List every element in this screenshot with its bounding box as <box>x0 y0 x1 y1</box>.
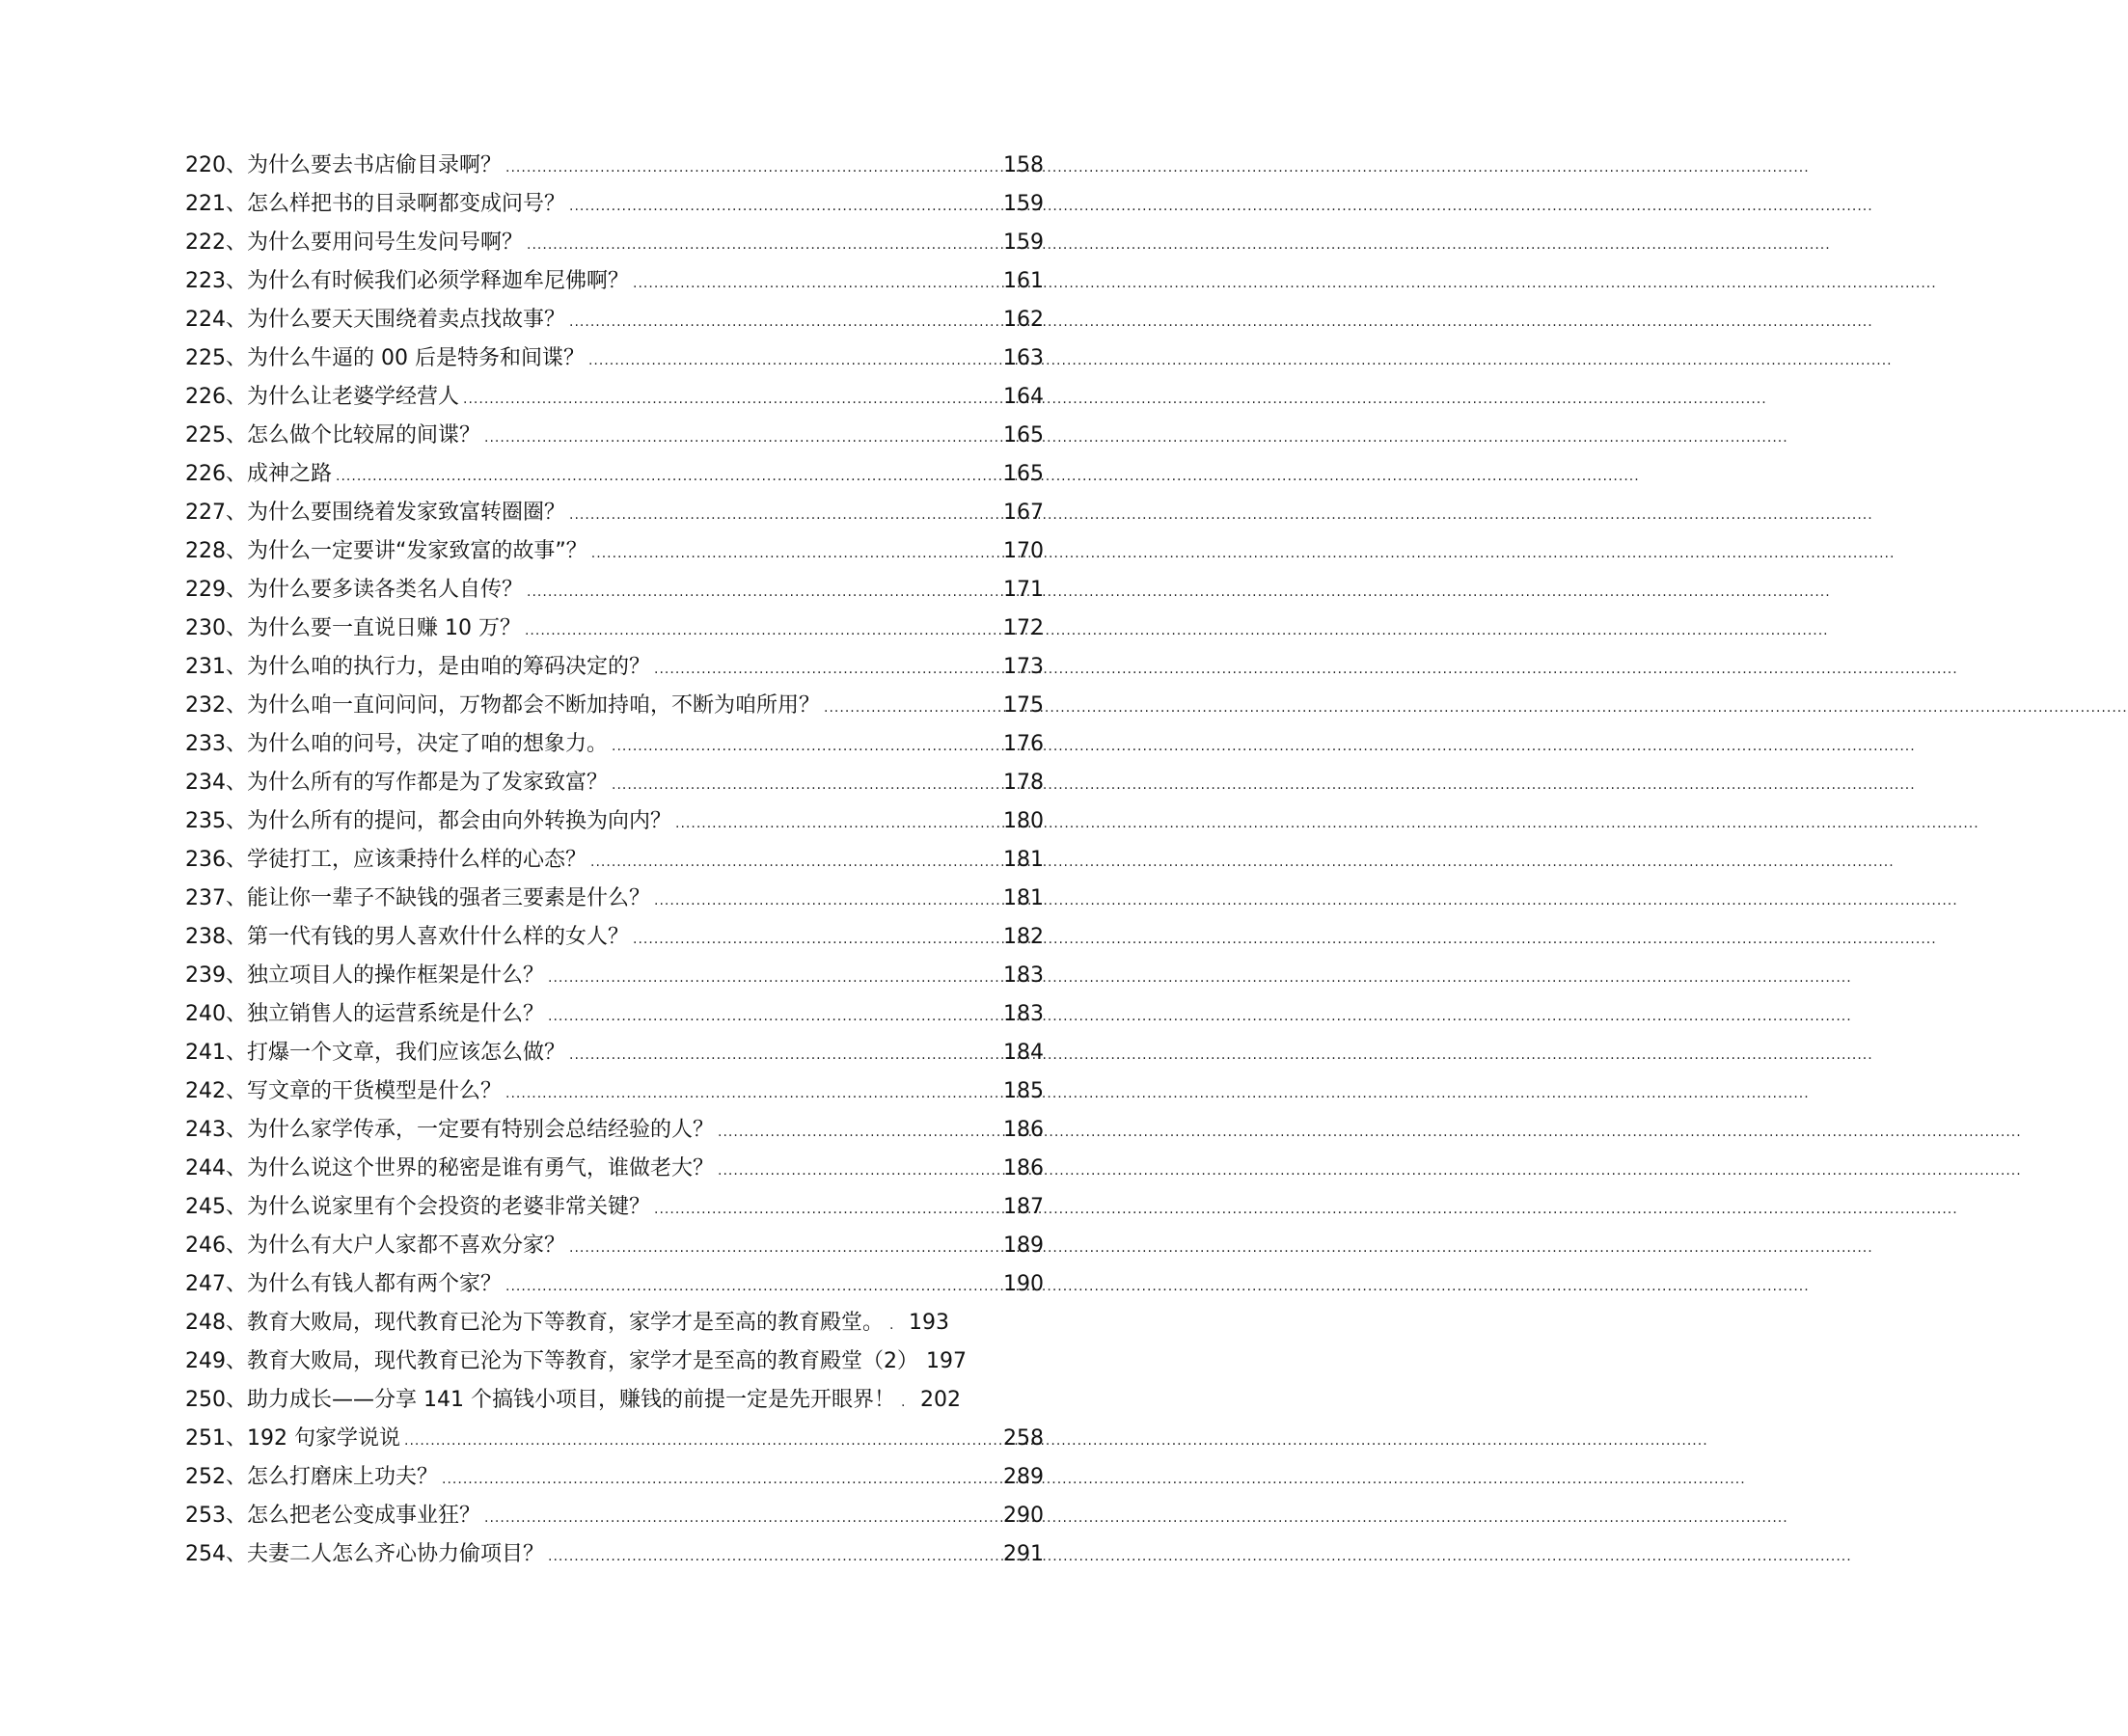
entry-title: 教育大败局，现代教育已沦为下等教育，家学才是至高的教育殿堂。 <box>247 1311 885 1335</box>
toc-entry[interactable] <box>185 262 1044 301</box>
dot-leader <box>654 650 999 689</box>
entry-title: 为什么咱一直问问问，万物都会不断加持咱，不断为咱所用？ <box>247 693 821 718</box>
entry-number: 225、 <box>185 423 247 448</box>
page-number: 172 <box>1003 616 1044 640</box>
entry-number: 253、 <box>185 1504 247 1528</box>
dot-leader <box>569 1036 999 1074</box>
page-number: 171 <box>1003 578 1044 602</box>
page-number: 183 <box>1003 963 1044 988</box>
toc-entry[interactable] <box>185 185 1044 224</box>
entry-number: 227、 <box>185 501 247 525</box>
toc-entry[interactable] <box>185 1227 1044 1265</box>
page-number: 185 <box>1003 1079 1044 1103</box>
entry-number: 252、 <box>185 1465 247 1489</box>
page-number: 175 <box>1003 693 1044 718</box>
page-number: 159 <box>1003 231 1044 255</box>
dot-leader <box>548 959 999 997</box>
page-number: 165 <box>1003 423 1044 448</box>
entry-title: 写文章的干货模型是什么？ <box>247 1079 503 1103</box>
dot-leader <box>505 149 999 187</box>
entry-number: 230、 <box>185 616 247 640</box>
page-number: 178 <box>1003 771 1044 795</box>
entry-title: 为什么咱的执行力，是由咱的筹码决定的？ <box>247 655 651 679</box>
entry-number: 221、 <box>185 192 247 216</box>
entry-title: 怎么打磨床上功夫？ <box>247 1465 439 1489</box>
entry-title: 为什么说家里有个会投资的老婆非常关键？ <box>247 1195 651 1219</box>
page-number: 290 <box>1003 1504 1044 1528</box>
page-number: 186 <box>1003 1118 1044 1142</box>
entry-title: 为什么要多读各类名人自传？ <box>247 578 524 602</box>
toc-entry[interactable] <box>185 1535 1044 1574</box>
toc-entry[interactable] <box>185 1034 1044 1072</box>
entry-title: 夫妻二人怎么齐心协力偷项目？ <box>247 1542 545 1566</box>
entry-title: 为什么有钱人都有两个家？ <box>247 1272 503 1296</box>
dot-leader <box>525 611 999 650</box>
page-number: 190 <box>1003 1272 1044 1296</box>
entry-number: 225、 <box>185 346 247 370</box>
entry-title: 能让你一辈子不缺钱的强者三要素是什么？ <box>247 886 651 910</box>
page-number: 165 <box>1003 462 1044 486</box>
entry-title: 助力成长——分享 141 个搞钱小项目，赚钱的前提一定是先开眼界！ <box>247 1388 895 1412</box>
entry-title: 为什么有大户人家都不喜欢分家？ <box>247 1234 566 1258</box>
entry-title: 为什么要用问号生发问号啊？ <box>247 231 524 255</box>
page-number: 180 <box>1003 809 1044 833</box>
dot-leader <box>505 1074 999 1113</box>
entry-title: 学徒打工，应该秉持什么样的心态？ <box>247 848 587 872</box>
page-number: 291 <box>1003 1542 1044 1566</box>
entry-title: 为什么要天天围绕着卖点找故事？ <box>247 308 566 332</box>
dot-leader <box>591 534 999 573</box>
entry-title: 为什么咱的问号，决定了咱的想象力。 <box>247 732 609 756</box>
entry-number: 228、 <box>185 539 247 563</box>
dot-leader <box>527 573 999 611</box>
toc-entry[interactable] <box>185 1304 1044 1343</box>
entry-number: 220、 <box>185 153 247 177</box>
entry-number: 229、 <box>185 578 247 602</box>
dot-leader <box>569 496 999 534</box>
entry-title: 怎么样把书的目录啊都变成问号？ <box>247 192 566 216</box>
dot-leader <box>633 920 999 959</box>
entry-number: 239、 <box>185 963 247 988</box>
entry-number: 249、 <box>185 1349 247 1373</box>
page-number: 289 <box>1003 1465 1044 1489</box>
toc-entry[interactable] <box>185 532 1044 571</box>
entry-title: 为什么所有的写作都是为了发家致富？ <box>247 771 609 795</box>
page-number: 189 <box>1003 1234 1044 1258</box>
entry-number: 243、 <box>185 1118 247 1142</box>
dot-leader <box>901 1383 918 1422</box>
entry-title: 为什么要一直说日赚 10 万？ <box>247 616 521 640</box>
entry-title: 为什么有时候我们必须学释迦牟尼佛啊？ <box>247 269 630 293</box>
toc-entry[interactable] <box>185 494 1044 532</box>
entry-title: 教育大败局，现代教育已沦为下等教育，家学才是至高的教育殿堂（2） <box>247 1349 918 1373</box>
page-number: 162 <box>1003 308 1044 332</box>
toc-entry[interactable] <box>185 1420 1044 1458</box>
entry-title: 为什么家学传承，一定要有特别会总结经验的人？ <box>247 1118 715 1142</box>
dot-leader <box>404 1422 999 1460</box>
dot-leader <box>654 1190 999 1229</box>
entry-title: 为什么所有的提问，都会由向外转换为向内？ <box>247 809 672 833</box>
entry-title: 第一代有钱的男人喜欢什什么样的女人？ <box>247 925 630 949</box>
entry-title: 为什么要去书店偷目录啊？ <box>247 153 503 177</box>
page-number: 202 <box>919 1388 961 1412</box>
page-number: 158 <box>1003 153 1044 177</box>
dot-leader <box>505 1267 999 1306</box>
dot-leader <box>336 457 999 496</box>
toc-entry[interactable] <box>185 339 1044 378</box>
entry-number: 226、 <box>185 385 247 409</box>
dot-leader <box>633 264 999 303</box>
dot-leader <box>527 226 999 264</box>
entry-number: 251、 <box>185 1426 247 1451</box>
page-number: 184 <box>1003 1041 1044 1065</box>
page-number: 176 <box>1003 732 1044 756</box>
toc-entry[interactable] <box>185 417 1044 455</box>
entry-number: 238、 <box>185 925 247 949</box>
page-number: 258 <box>1003 1426 1044 1451</box>
page-number: 170 <box>1003 539 1044 563</box>
entry-number: 232、 <box>185 693 247 718</box>
page-number: 163 <box>1003 346 1044 370</box>
entry-title: 192 句家学说说 <box>247 1426 400 1451</box>
toc-entry[interactable] <box>185 378 1044 417</box>
dot-leader <box>569 303 999 341</box>
dot-leader <box>590 843 999 882</box>
page-number: 173 <box>1003 655 1044 679</box>
dot-leader <box>548 1537 999 1576</box>
toc-entry[interactable] <box>185 1265 1044 1304</box>
table-of-contents <box>185 147 1044 1574</box>
entry-number: 237、 <box>185 886 247 910</box>
entry-title: 怎么把老公变成事业狂？ <box>247 1504 481 1528</box>
entry-title: 怎么做个比较屌的间谍？ <box>247 423 481 448</box>
entry-number: 226、 <box>185 462 247 486</box>
page-number: 193 <box>909 1311 950 1335</box>
entry-title: 独立项目人的操作框架是什么？ <box>247 963 545 988</box>
dot-leader <box>675 804 999 843</box>
dot-leader <box>654 882 999 920</box>
entry-title: 为什么牛逼的 00 后是特务和间谍？ <box>247 346 585 370</box>
dot-leader <box>548 997 999 1036</box>
toc-entry[interactable] <box>185 455 1044 494</box>
dot-leader <box>612 727 999 766</box>
toc-entry[interactable] <box>185 1343 1044 1381</box>
entry-number: 244、 <box>185 1156 247 1180</box>
dot-leader <box>484 419 999 457</box>
dot-leader <box>612 766 999 804</box>
entry-number: 222、 <box>185 231 247 255</box>
dot-leader <box>718 1152 999 1190</box>
toc-entry[interactable] <box>185 1497 1044 1535</box>
entry-number: 250、 <box>185 1388 247 1412</box>
entry-number: 241、 <box>185 1041 247 1065</box>
dot-leader <box>824 689 999 727</box>
page-number: 161 <box>1003 269 1044 293</box>
toc-entry[interactable] <box>185 1111 1044 1150</box>
entry-number: 223、 <box>185 269 247 293</box>
entry-number: 247、 <box>185 1272 247 1296</box>
toc-entry[interactable] <box>185 880 1044 918</box>
entry-number: 240、 <box>185 1002 247 1026</box>
page-number: 164 <box>1003 385 1044 409</box>
toc-entry[interactable] <box>185 1458 1044 1497</box>
entry-number: 235、 <box>185 809 247 833</box>
toc-entry[interactable] <box>185 995 1044 1034</box>
dot-leader <box>463 380 999 419</box>
toc-entry[interactable] <box>185 1150 1044 1188</box>
dot-leader <box>484 1499 999 1537</box>
page-number: 186 <box>1003 1156 1044 1180</box>
page-number: 197 <box>926 1349 967 1373</box>
toc-entry[interactable] <box>185 918 1044 957</box>
toc-entry[interactable] <box>185 224 1044 262</box>
entry-number: 233、 <box>185 732 247 756</box>
entry-title: 成神之路 <box>247 462 333 486</box>
toc-entry[interactable] <box>185 1188 1044 1227</box>
entry-title: 为什么说这个世界的秘密是谁有勇气，谁做老大？ <box>247 1156 715 1180</box>
entry-number: 231、 <box>185 655 247 679</box>
entry-number: 248、 <box>185 1311 247 1335</box>
dot-leader <box>569 187 999 226</box>
toc-entry[interactable] <box>185 802 1044 841</box>
toc-entry[interactable] <box>185 957 1044 995</box>
page-number: 167 <box>1003 501 1044 525</box>
page-number: 159 <box>1003 192 1044 216</box>
entry-title: 为什么让老婆学经营人 <box>247 385 460 409</box>
entry-title: 为什么一定要讲“发家致富的故事”？ <box>247 539 587 563</box>
toc-entry[interactable] <box>185 648 1044 687</box>
toc-entry[interactable] <box>185 610 1044 648</box>
page-number: 182 <box>1003 925 1044 949</box>
toc-entry[interactable] <box>185 841 1044 880</box>
entry-title: 为什么要围绕着发家致富转圈圈？ <box>247 501 566 525</box>
entry-number: 236、 <box>185 848 247 872</box>
entry-number: 224、 <box>185 308 247 332</box>
page-number: 181 <box>1003 848 1044 872</box>
toc-entry[interactable] <box>185 1072 1044 1111</box>
dot-leader <box>718 1113 999 1152</box>
entry-number: 234、 <box>185 771 247 795</box>
dot-leader <box>569 1229 999 1267</box>
entry-number: 245、 <box>185 1195 247 1219</box>
entry-number: 246、 <box>185 1234 247 1258</box>
dot-leader <box>442 1460 999 1499</box>
page-number: 187 <box>1003 1195 1044 1219</box>
toc-entry[interactable] <box>185 1381 1044 1420</box>
entry-number: 242、 <box>185 1079 247 1103</box>
toc-entry[interactable] <box>185 725 1044 764</box>
dot-leader <box>588 341 999 380</box>
entry-title: 打爆一个文章，我们应该怎么做？ <box>247 1041 566 1065</box>
toc-entry[interactable] <box>185 147 1044 185</box>
toc-entry[interactable] <box>185 301 1044 339</box>
entry-number: 254、 <box>185 1542 247 1566</box>
page-number: 181 <box>1003 886 1044 910</box>
toc-entry[interactable] <box>185 571 1044 610</box>
dot-leader <box>889 1306 907 1344</box>
toc-entry[interactable] <box>185 764 1044 802</box>
page-number: 183 <box>1003 1002 1044 1026</box>
toc-entry[interactable] <box>185 687 1044 725</box>
entry-title: 独立销售人的运营系统是什么？ <box>247 1002 545 1026</box>
